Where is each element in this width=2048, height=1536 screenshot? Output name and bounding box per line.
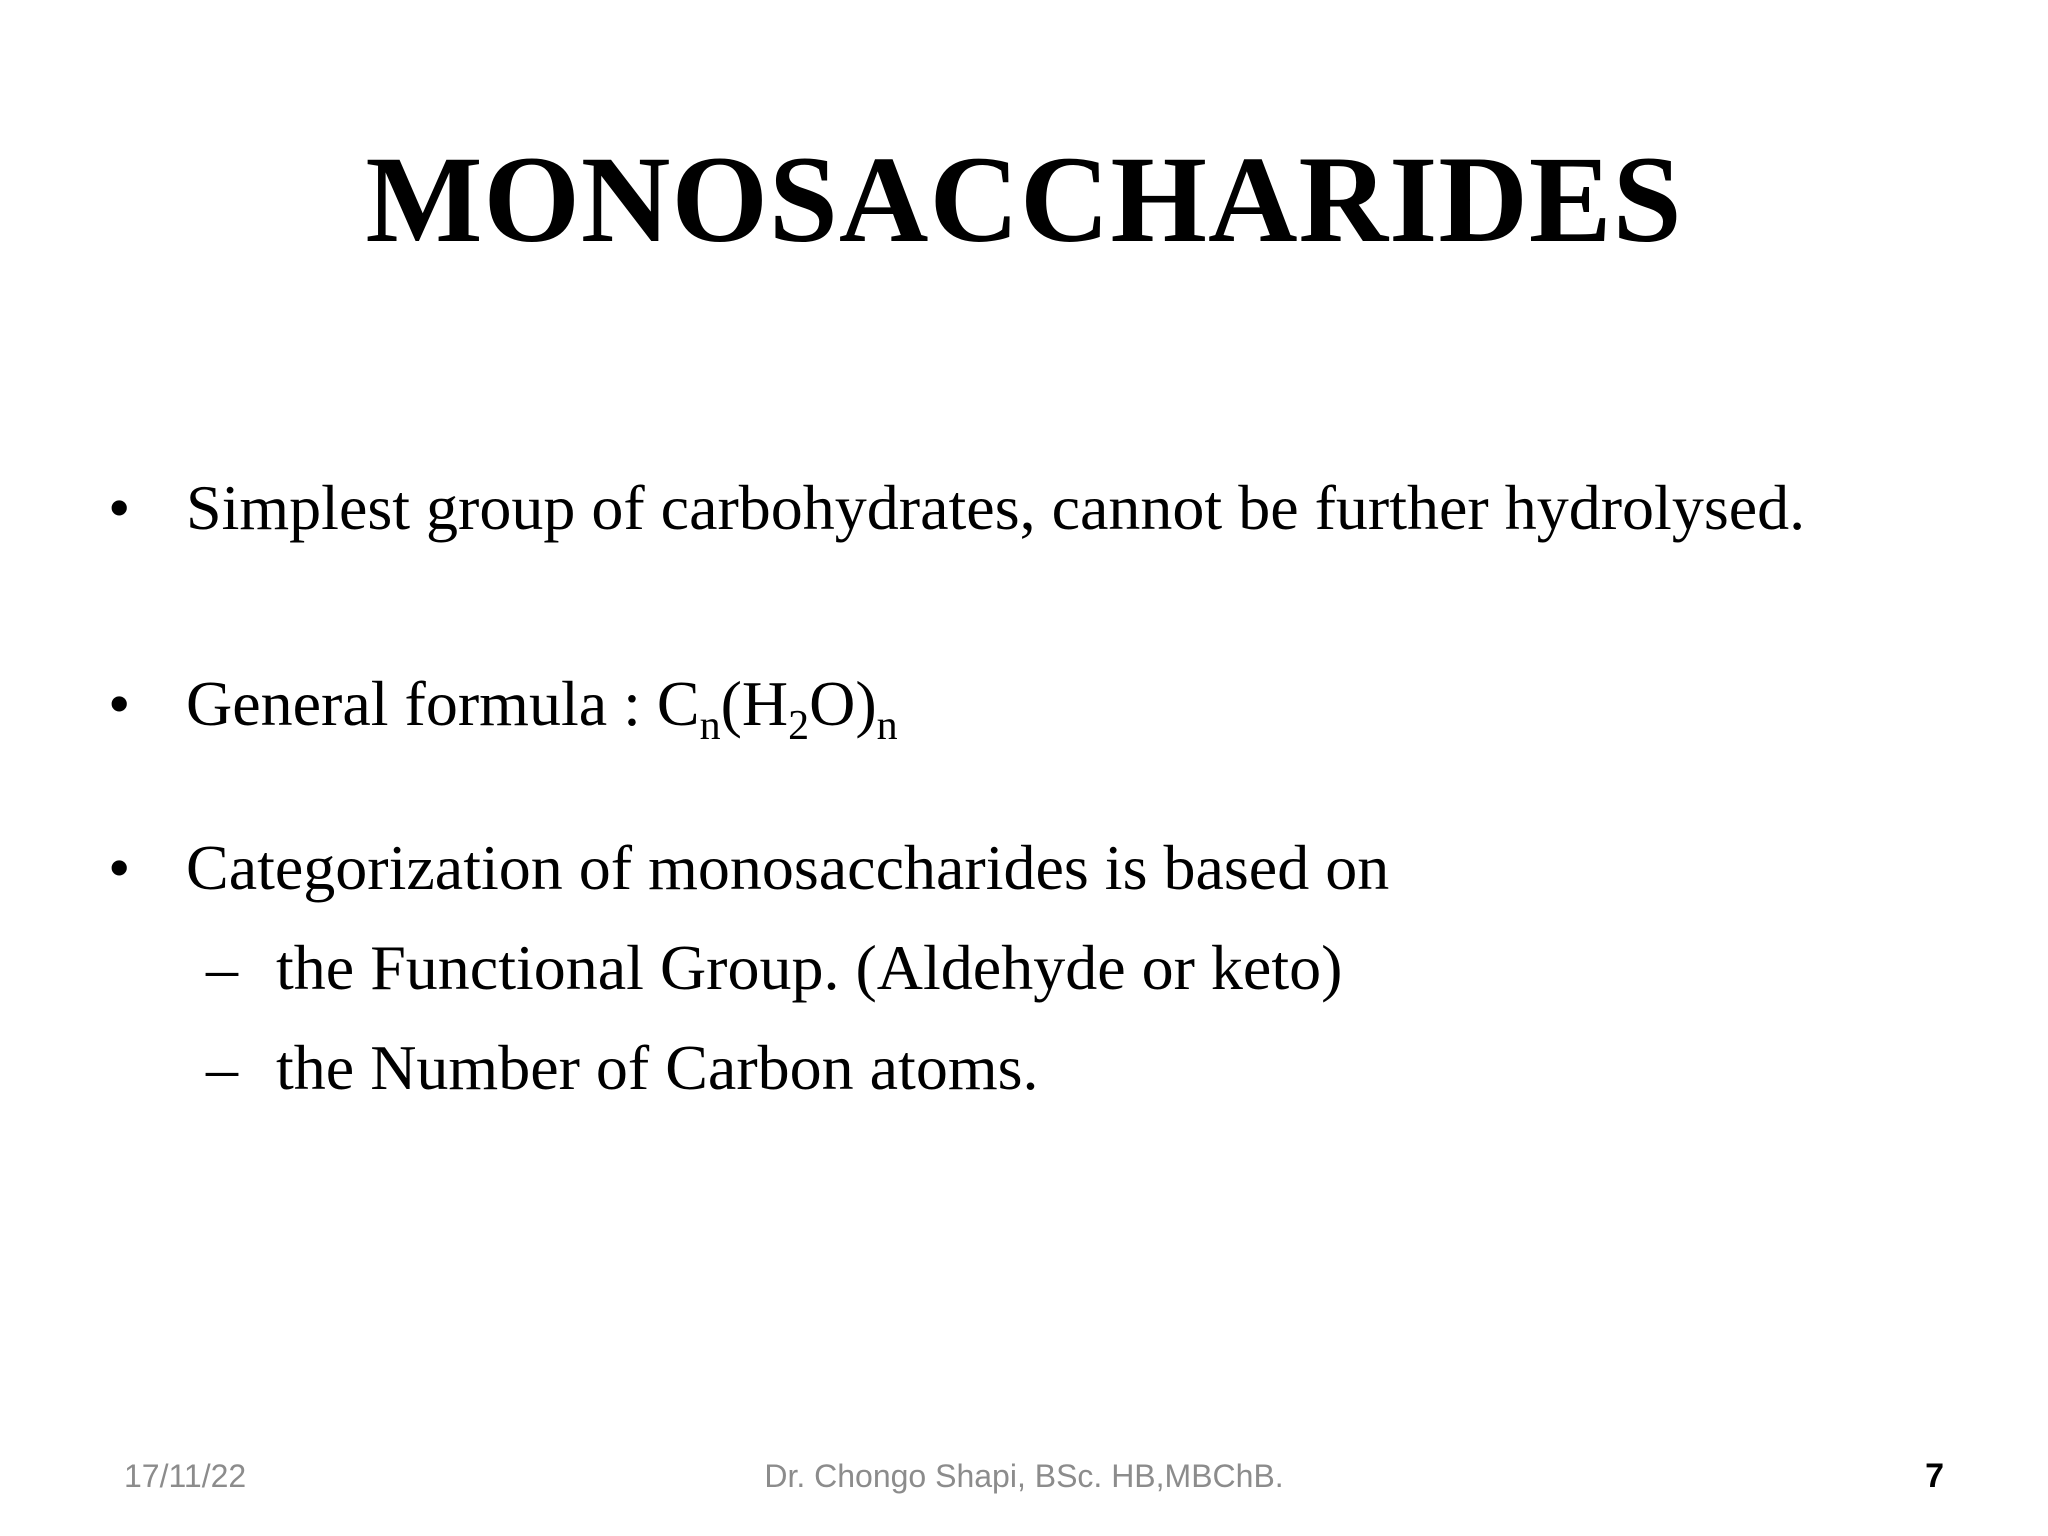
dash-marker: – (206, 932, 238, 1003)
bullet-text: Simplest group of carbohydrates, cannot be further hydrolysed. (186, 472, 1806, 543)
bullet-text: Categorization of monosaccharides is based on (186, 832, 1390, 903)
formula-carbon: C (656, 668, 700, 739)
formula-subscript-2: 2 (788, 703, 810, 749)
formula-subscript-n: n (876, 703, 898, 749)
slide-title: MONOSACCHARIDES (365, 131, 1683, 268)
formula (656, 668, 898, 749)
formula-subscript-n: n (699, 703, 721, 749)
bullet-item-simplest-group (108, 470, 1805, 546)
bullet-marker: • (108, 832, 131, 903)
sub-item-text: the Functional Group. (Aldehyde or keto) (276, 932, 1343, 1003)
bullet-item-general-formula (108, 666, 898, 749)
formula-hydrogen: (H (720, 668, 789, 739)
bullet-item-categorization (108, 830, 1389, 906)
sub-item-text: the Number of Carbon atoms. (276, 1032, 1039, 1103)
bullet-marker: • (108, 668, 131, 739)
footer-author: Dr. Chongo Shapi, BSc. HB,MBChB. (764, 1458, 1284, 1494)
dash-marker: – (206, 1032, 238, 1103)
footer-date: 17/11/22 (124, 1458, 247, 1494)
formula-label: General formula : (186, 668, 657, 739)
sub-item-carbon-atoms (206, 1030, 1039, 1106)
slide-page-number: 7 (1925, 1457, 1944, 1495)
formula-oxygen: O) (809, 668, 877, 739)
sub-item-functional-group (206, 930, 1342, 1006)
bullet-marker: • (108, 472, 131, 543)
